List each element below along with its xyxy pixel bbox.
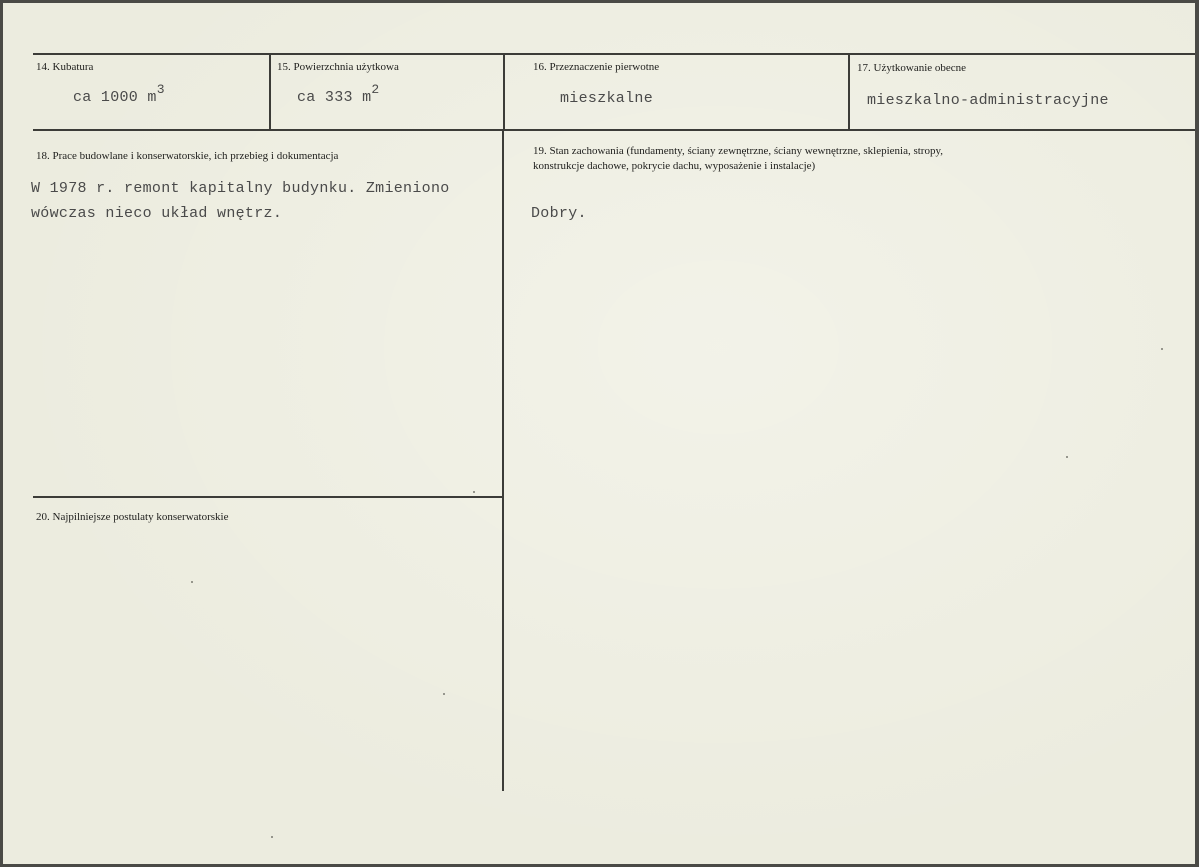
field-15-value: [297, 82, 380, 109]
paper-speck: [443, 693, 445, 695]
field-20-label: 20. Najpilniejsze postulaty konserwatorskie: [36, 511, 229, 523]
field-19-label-line-2: konstrukcje dachowe, pokrycie dachu, wyposażenie i instalacje): [533, 160, 816, 172]
divider-left-right: [502, 131, 504, 791]
field-17-value: mieszkalno-administracyjne: [867, 92, 1109, 109]
field-14-unit-exponent: 3: [156, 82, 165, 97]
top-rule: [33, 53, 1195, 55]
field-14-value-text: ca 1000 m: [73, 89, 157, 106]
field-19-value: Dobry.: [531, 205, 587, 222]
paper-speck: [1161, 348, 1163, 350]
field-14-label: 14. Kubatura: [36, 61, 94, 73]
field-18-line-2: wówczas nieco układ wnętrz.: [31, 205, 283, 222]
paper-speck: [191, 581, 193, 583]
row-rule: [33, 129, 1195, 131]
section-20-rule: [33, 496, 503, 498]
paper-speck: [271, 836, 273, 838]
divider-15-16: [503, 55, 505, 129]
field-19-label-line-1: 19. Stan zachowania (fundamenty, ściany zewnętrzne, ściany wewnętrzne, sklepienia, stropy,: [533, 145, 944, 157]
field-16-value: mieszkalne: [560, 90, 654, 107]
divider-14-15: [269, 55, 271, 129]
paper-speck: [1066, 456, 1068, 458]
field-18-line-1: W 1978 r. remont kapitalny budynku. Zmieniono: [31, 180, 450, 197]
field-15-label: 15. Powierzchnia użytkowa: [277, 61, 399, 73]
field-16-label: 16. Przeznaczenie pierwotne: [533, 61, 660, 73]
field-17-label: 17. Użytkowanie obecne: [857, 62, 967, 74]
field-15-value-text: ca 333 m: [297, 89, 372, 106]
paper-speck: [473, 491, 475, 493]
divider-16-17: [848, 55, 850, 129]
field-15-unit-exponent: 2: [371, 82, 380, 97]
field-14-value: [73, 82, 165, 109]
record-card: [3, 3, 1195, 864]
field-18-label: 18. Prace budowlane i konserwatorskie, ich przebieg i dokumentacja: [36, 150, 339, 162]
